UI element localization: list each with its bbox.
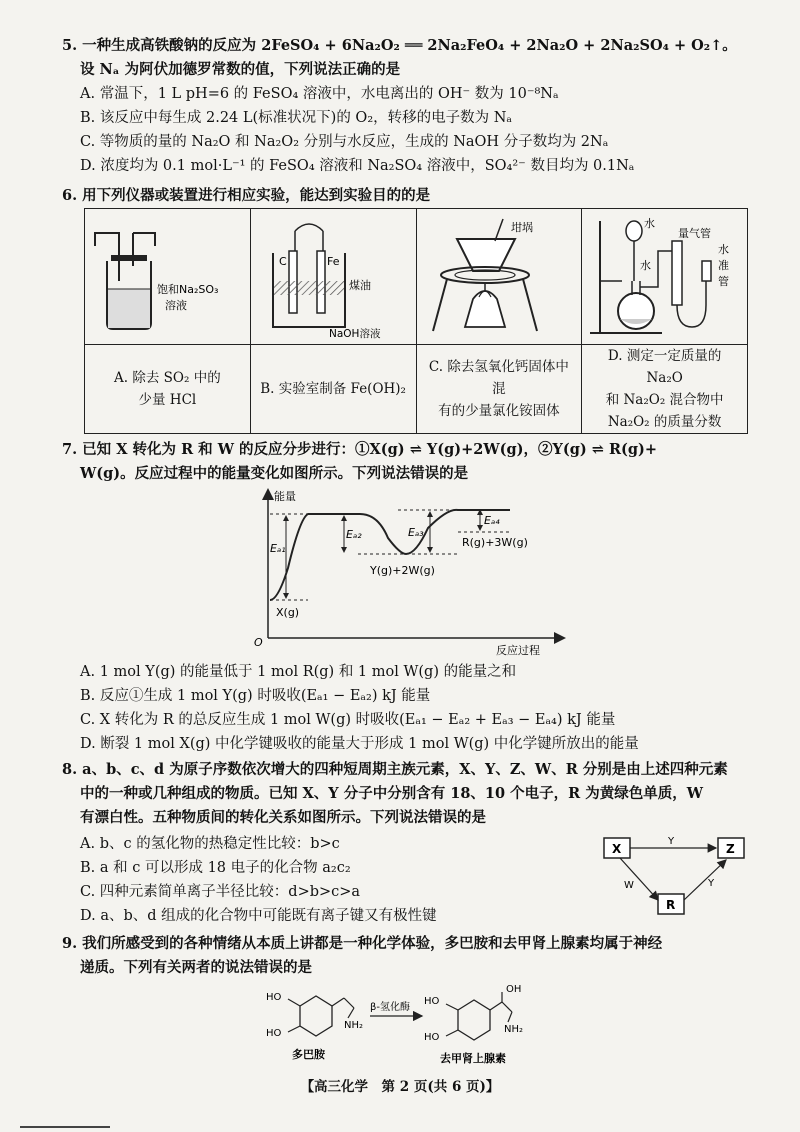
label-ho-4: HO — [424, 1032, 440, 1043]
label-ea3: Eₐ₃ — [408, 526, 424, 539]
label-naoh-solution: NaOH溶液 — [328, 328, 381, 340]
caption-a-line2: 少量 HCl — [138, 392, 197, 408]
q6-caption-b — [250, 345, 416, 434]
q8-conversion-diagram — [600, 834, 760, 918]
q7-stem-line2: W(g)。反应过程中的能量变化如图所示。下列说法错误的是 — [80, 465, 469, 482]
q8-option-d: D. a、b、d 组成的化合物中可能既有离子键又有极性键 — [80, 908, 437, 924]
q5-option-c: C. 等物质的量的 Na₂O 和 Na₂O₂ 分别与水反应，生成的 NaOH 分子数均为 2Nₐ — [80, 134, 609, 150]
label-x: X — [612, 842, 622, 856]
label-water-side: 水 — [640, 259, 652, 272]
q7-option-a: A. 1 mol Y(g) 的能量低于 1 mol R(g) 和 1 mol W(g) 的能量之和 — [80, 664, 517, 680]
energy-curve — [270, 510, 510, 600]
label-level-tube-3: 管 — [718, 275, 730, 288]
label-ho-1: HO — [266, 992, 282, 1003]
label-gas-measuring-tube: 量气管 — [678, 227, 712, 240]
label-solution: 溶液 — [165, 299, 187, 312]
dopamine-ring — [300, 996, 332, 1036]
q7-option-d: D. 断裂 1 mol X(g) 中化学键吸收的能量大于形成 1 mol W(g) 中化学键所放出的能量 — [80, 736, 639, 752]
caption-a-line1: A. 除去 SO₂ 中的 — [114, 370, 221, 386]
q7-energy-diagram — [248, 488, 568, 658]
label-r-3w: R(g)+3W(g) — [462, 536, 528, 549]
label-ho-3: HO — [424, 996, 440, 1007]
label-ea1: Eₐ₁ — [270, 542, 286, 555]
q7-stem-line1: 7. 已知 X 转化为 R 和 W 的反应分步进行：①X(g) ⇌ Y(g)+2W(g)，②Y(g) ⇌ R(g)+ — [62, 441, 658, 458]
crucible-heating-icon — [417, 211, 597, 341]
caption-b-line1: B. 实验室制备 Fe(OH)₂ — [260, 381, 406, 397]
caption-d-line2: 和 Na₂O₂ 混合物中 — [605, 392, 724, 408]
label-origin: O — [254, 636, 263, 649]
label-ea2: Eₐ₂ — [346, 528, 362, 541]
label-nh2-2: NH₂ — [504, 1024, 524, 1035]
q8-option-c: C. 四种元素简单离子半径比较：d>b>c>a — [80, 884, 361, 900]
q5-stem-line1: 5. 一种生成高铁酸钠的反应为 2FeSO₄ + 6Na₂O₂ ══ 2Na₂FeO₄ + 2Na₂O + 2Na₂SO₄ + O₂↑。 — [62, 37, 737, 54]
gas-washing-bottle-icon — [85, 211, 219, 341]
q8-stem-line2: 中的一种或几种组成的物质。已知 X、Y 分子中分别含有 18、10 个电子，R 为黄绿色单质，W — [80, 785, 704, 802]
label-reaction-progress: 反应过程 — [496, 644, 540, 657]
q6-stem: 6. 用下列仪器或装置进行相应实验，能达到实验目的的是 — [62, 187, 431, 204]
caption-c-line1: C. 除去氢氧化钙固体中混 — [428, 359, 569, 397]
bottom-rule — [20, 1126, 110, 1128]
electrolysis-beaker-icon — [251, 211, 391, 341]
q9-stem-line2: 递质。下列有关两者的说法错误的是 — [80, 959, 312, 976]
q6-caption-a — [85, 345, 251, 434]
label-z: Z — [726, 842, 735, 856]
label-fe-electrode: Fe — [326, 255, 340, 268]
label-y-right: Y — [708, 878, 715, 889]
q5-option-a: A. 常温下，1 L pH=6 的 FeSO₄ 溶液中，水电离出的 OH⁻ 数为 10⁻⁸Nₐ — [80, 86, 559, 102]
label-r: R — [666, 898, 676, 912]
label-oh: OH — [506, 984, 522, 995]
label-level-tube-2: 准 — [718, 259, 730, 272]
page-footer: 【高三化学 第 2 页(共 6 页)】 — [300, 1079, 500, 1095]
label-dopamine: 多巴胺 — [292, 1048, 325, 1061]
q8-stem-line3: 有漂白性。五种物质间的转化关系如图所示。下列说法错误的是 — [80, 809, 486, 826]
caption-d-line1: D. 测定一定质量的 Na₂O — [607, 348, 722, 386]
label-nh2-1: NH₂ — [344, 1020, 364, 1031]
q7-option-b: B. 反应①生成 1 mol Y(g) 时吸收(Eₐ₁ − Eₐ₂) kJ 能量 — [80, 688, 431, 704]
q6-figure-b — [250, 209, 416, 345]
label-saturated-na2so3: 饱和Na₂SO₃ — [157, 283, 219, 296]
label-y-top: Y — [668, 836, 675, 847]
label-level-tube-1: 水 — [718, 243, 730, 256]
caption-c-line2: 有的少量氯化铵固体 — [438, 403, 560, 419]
gas-measuring-apparatus-icon — [582, 211, 762, 341]
q9-reaction-scheme — [262, 982, 562, 1072]
label-w: W — [624, 880, 634, 891]
q6-figure-c — [416, 209, 582, 345]
q8-option-b: B. a 和 c 可以形成 18 电子的化合物 a₂c₂ — [80, 860, 351, 876]
label-ea4: Eₐ₄ — [484, 514, 500, 527]
q6-figure-d — [582, 209, 748, 345]
label-kerosene: 煤油 — [348, 279, 371, 292]
q8-stem-line1: 8. a、b、c、d 为原子序数依次增大的四种短周期主族元素，X、Y、Z、W、R 分别是由上述四种元素 — [62, 761, 728, 778]
q9-stem-line1: 9. 我们所感受到的各种情绪从本质上讲都是一种化学体验，多巴胺和去甲肾上腺素均属于神经 — [62, 935, 663, 952]
label-ho-2: HO — [266, 1028, 282, 1039]
q6-apparatus-table — [84, 208, 748, 434]
label-x-g: X(g) — [276, 606, 300, 619]
q7-option-c: C. X 转化为 R 的总反应生成 1 mol W(g) 时吸收(Eₐ₁ − Eₐ₂ + Eₐ₃ − Eₐ₄) kJ 能量 — [80, 712, 616, 728]
label-norepinephrine: 去甲肾上腺素 — [440, 1052, 506, 1065]
q5-stem-line2: 设 Nₐ 为阿伏加德罗常数的值，下列说法正确的是 — [80, 61, 401, 78]
norepinephrine-ring — [458, 1000, 490, 1040]
caption-d-line3: Na₂O₂ 的质量分数 — [607, 414, 722, 430]
q8-option-a: A. b、c 的氢化物的热稳定性比较：b>c — [80, 836, 340, 852]
q6-caption-c — [416, 345, 582, 434]
label-c-electrode: C — [278, 255, 287, 268]
label-crucible: 坩埚 — [510, 221, 533, 234]
label-enzyme: β-氢化酶 — [370, 1002, 410, 1013]
label-energy: 能量 — [274, 490, 296, 503]
q6-caption-d — [582, 345, 748, 434]
label-y-2w: Y(g)+2W(g) — [370, 564, 435, 577]
q5-option-b: B. 该反应中每生成 2.24 L(标准状况下)的 O₂，转移的电子数为 Nₐ — [80, 110, 513, 126]
label-water-top: 水 — [644, 217, 656, 230]
q5-option-d: D. 浓度均为 0.1 mol·L⁻¹ 的 FeSO₄ 溶液和 Na₂SO₄ 溶液中，SO₄²⁻ 数目均为 0.1Nₐ — [80, 158, 635, 174]
q6-figure-a — [85, 209, 251, 345]
